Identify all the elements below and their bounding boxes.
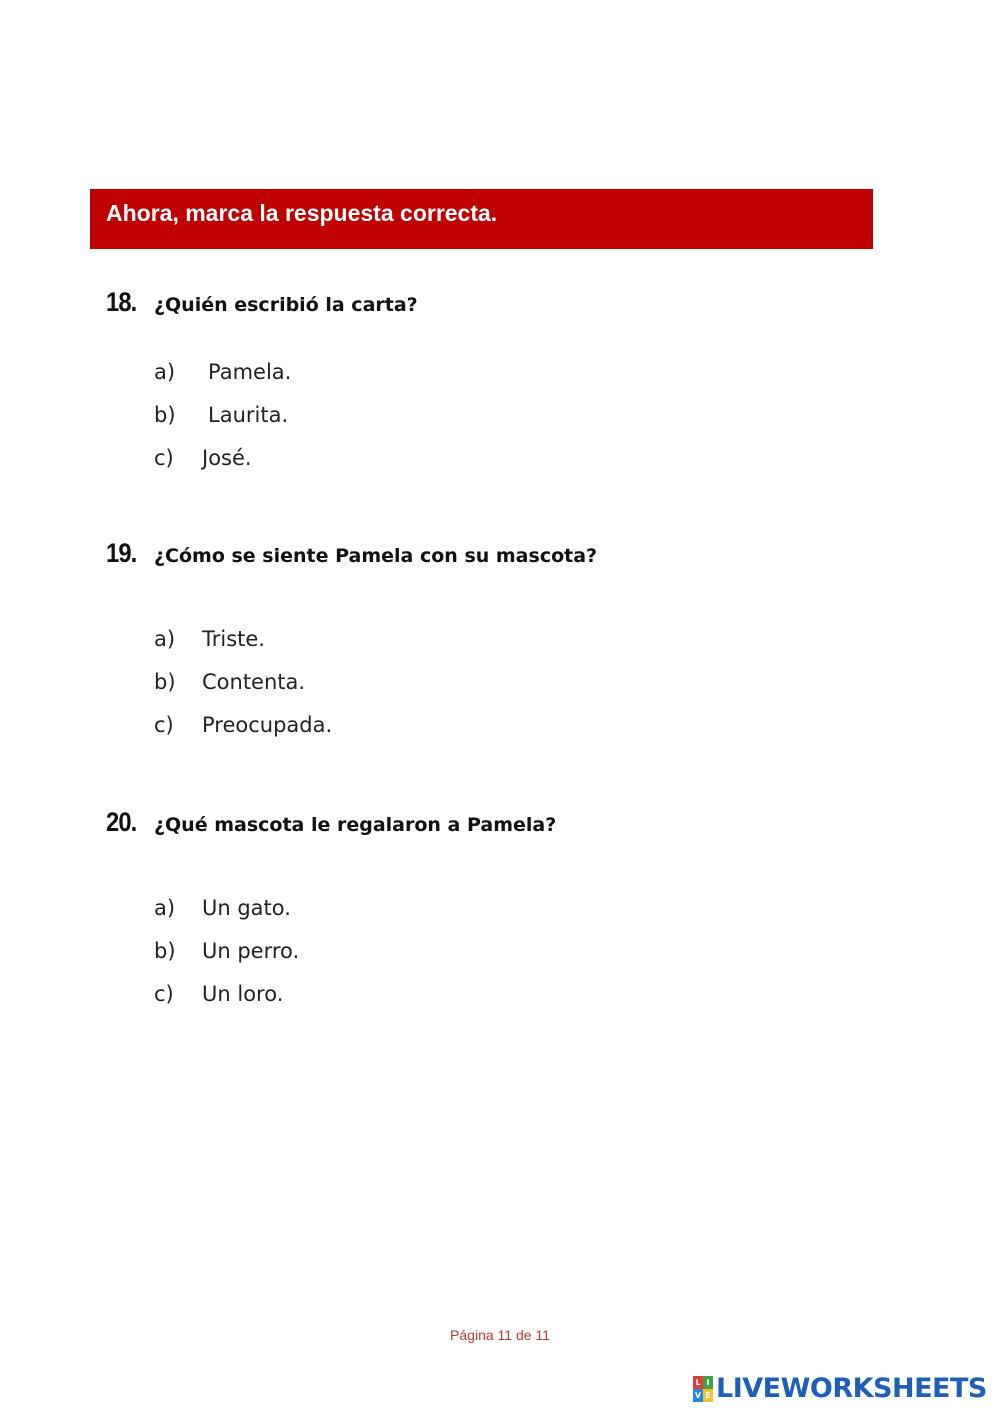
option-text: Triste. (202, 626, 265, 651)
answer-option[interactable] (154, 972, 299, 1015)
instruction-banner (90, 189, 873, 249)
question-18 (106, 287, 866, 470)
answer-option[interactable] (154, 886, 299, 929)
liveworksheets-logo-icon (693, 1376, 713, 1402)
answer-options (154, 617, 332, 746)
answer-option[interactable] (154, 393, 291, 436)
option-text: Pamela. (208, 359, 292, 384)
option-letter: b) (154, 669, 176, 694)
answer-option[interactable] (154, 350, 291, 393)
logo-letter: I (703, 1376, 713, 1389)
option-letter: c) (154, 445, 174, 470)
answer-option[interactable] (154, 617, 332, 660)
option-text: Un gato. (202, 895, 291, 920)
page-number-label: Página 11 de 11 (450, 1327, 550, 1343)
answer-options (154, 350, 291, 479)
option-text: Un loro. (202, 981, 284, 1006)
brand-name: LIVEWORKSHEETS (716, 1373, 987, 1404)
answer-options (154, 886, 299, 1015)
question-19 (106, 538, 866, 737)
option-letter: a) (154, 359, 176, 384)
question-text: ¿Cómo se siente Pamela con su mascota? (154, 545, 598, 567)
option-letter: b) (154, 402, 176, 427)
option-letter: c) (154, 981, 174, 1006)
option-letter: c) (154, 712, 174, 737)
option-letter: a) (154, 895, 176, 920)
question-number: 20. (106, 807, 137, 837)
question-number: 18. (106, 287, 137, 317)
question-20 (106, 807, 866, 1006)
answer-option[interactable] (154, 660, 332, 703)
page-footer (0, 1327, 1000, 1343)
logo-letter: E (703, 1389, 713, 1402)
option-text: Un perro. (202, 938, 300, 963)
option-letter: b) (154, 938, 176, 963)
question-text: ¿Qué mascota le regalaron a Pamela? (154, 814, 557, 836)
instruction-text: Ahora, marca la respuesta correcta. (106, 200, 498, 226)
logo-letter: V (694, 1390, 702, 1400)
answer-option[interactable] (154, 703, 332, 746)
question-number: 19. (106, 538, 137, 568)
logo-letter: L (693, 1376, 703, 1389)
option-text: Preocupada. (202, 712, 333, 737)
answer-option[interactable] (154, 929, 299, 972)
answer-option[interactable] (154, 436, 291, 479)
option-text: Contenta. (202, 669, 306, 694)
option-letter: a) (154, 626, 176, 651)
option-text: Laurita. (208, 402, 289, 427)
question-text: ¿Quién escribió la carta? (154, 294, 418, 316)
liveworksheets-brand (693, 1373, 987, 1404)
option-text: José. (202, 445, 252, 470)
